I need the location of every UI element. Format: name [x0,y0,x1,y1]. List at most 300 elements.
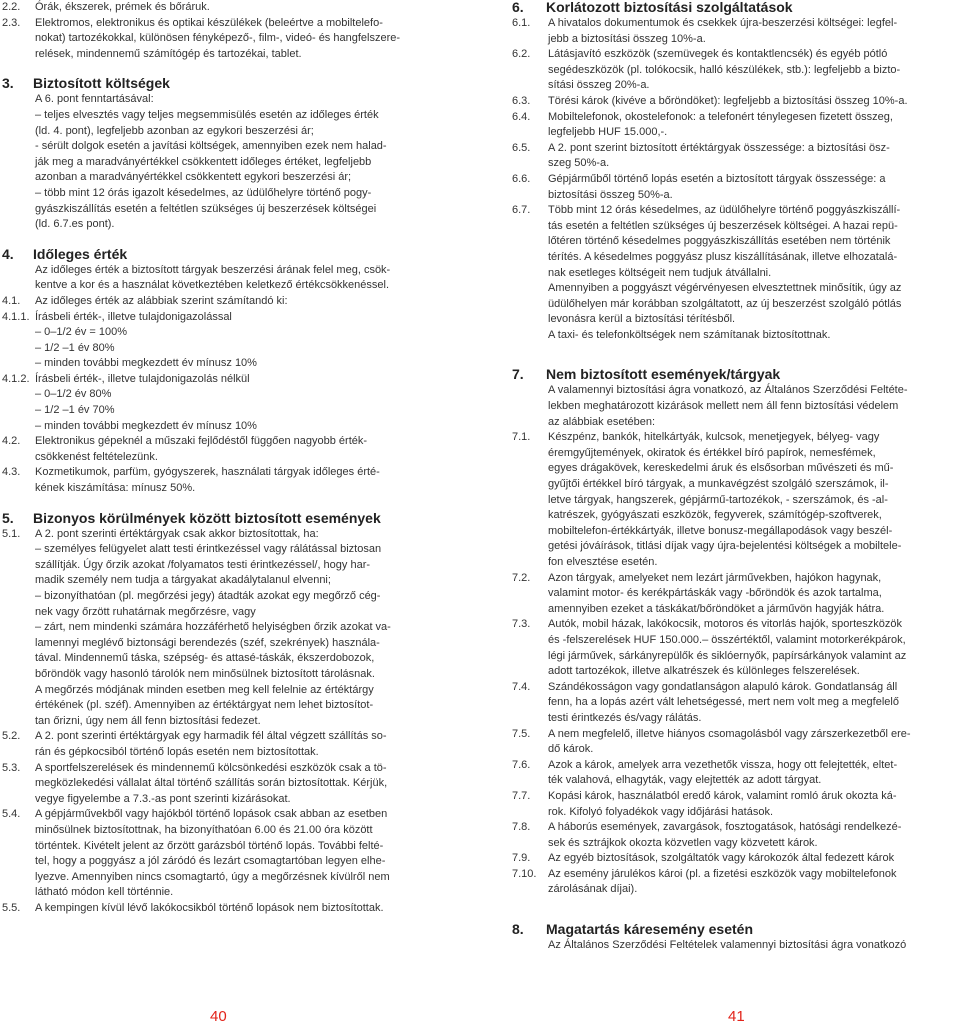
line-text: és -felszerelések HUF 150.000.– összértéktől, valamint motorkerékpárok, [548,633,906,646]
line-text: legfeljebb HUF 15.000,-. [548,126,668,139]
text-line [2,294,446,310]
text-line [512,938,958,954]
text-line [2,419,446,435]
section-title: Magatartás káresemény esetén [546,921,754,938]
section-5-items [2,527,446,917]
section-7-heading [512,365,958,383]
line-text: mobiltelefon-értékkártyák, illetve bonusz-megállapodások vagy beszél- [548,524,893,537]
item-number [2,403,35,419]
text-line [2,139,446,155]
item-number: 4.2. [2,435,21,448]
item-number [2,620,35,636]
line-text: A nem megfelelő, illetve hiányos csomagolásból vagy zárszerkezetből ere- [548,727,911,740]
item-number [512,493,548,509]
line-text: értékének (pl. széf). Amennyiben az értéktárgyat nem lehet biztosítot- [35,699,374,712]
line-text: nokat) tartozékokkal, különösen fényképező-, film-, videó- és hangfelszere- [35,32,401,45]
item-number [2,202,35,218]
text-line [512,219,958,235]
item-number [512,250,548,266]
text-line [512,234,958,250]
line-text: – 0–1/2 év = 100% [35,326,128,339]
line-text: A 6. pont fenntartásával: [35,93,154,106]
item-number: 6.4. [512,110,531,123]
item-number [512,234,548,250]
text-line [2,745,446,761]
item-number [2,714,35,730]
line-text: nak esetleges költségeit nem tudjuk átvállalni. [548,266,772,279]
text-line [512,78,958,94]
text-line [512,539,958,555]
item-number [512,78,548,94]
text-line [2,620,446,636]
section-number: 4. [2,245,14,262]
section-number: 8. [512,921,524,938]
item-number [512,125,548,141]
line-text: tával. Mindennemű táska, szépség- és attasé-táskák, ékszerdobozok, [35,652,375,665]
line-text: – bizonyíthatóan (pl. megőrzési jegy) átadták azokat egy megőrző cég- [35,590,381,602]
section-3-heading [2,74,446,92]
line-text: katrészek, gyógyászati eszközök, fegyverek, számítógép-szoftverek, [548,509,882,522]
text-line [512,851,958,867]
page-number-left: 40 [210,1008,227,1025]
line-text: Az esemény járulékos károi (pl. a fizetési eszközök vagy mobiltelefonok [548,867,897,880]
text-line [2,310,446,326]
text-line [512,297,958,313]
line-text: Törési károk (kivéve a bőröndöket): legfeljebb a biztosítási összeg 10%-a. [548,94,908,107]
section-title: Bizonyos körülmények között biztosított események [33,509,381,526]
line-text: látható módon kell történnie. [35,886,174,899]
text-line [512,399,958,415]
text-line [2,589,446,605]
text-line [2,651,446,667]
line-text: nek vagy őrzött ruhatárnak megőrzésre, vagy [35,605,256,618]
text-line [512,250,958,266]
item-number: 4.1.1. [2,310,30,323]
section-4-intro [2,263,446,294]
line-text: gyászkiszállítás esetén a feltétlen szükséges új beszerzések költségei [35,202,377,215]
line-text: légi járművek, sárkányrepülők és siklóernyők, papírsárkányok valamint az [548,649,907,662]
item-number [512,312,548,328]
line-text: sítási összeg 20%-a. [548,79,650,92]
section-number: 6. [512,0,524,15]
item-number: 7.5. [512,727,531,740]
item-number [2,481,35,497]
text-line [512,524,958,540]
text-line [2,155,446,171]
right-column [512,0,958,954]
item-number: 2.3. [2,16,21,29]
item-number [2,885,35,901]
item-number [2,776,35,792]
line-text: Mobiltelefonok, okostelefonok: a telefonért ténylegesen fizetett összeg, [548,110,893,123]
item-number [512,805,548,821]
item-number [2,419,35,435]
text-line [2,217,446,233]
text-line [512,125,958,141]
item-number [512,773,548,789]
item-number: 4.1.2. [2,372,30,385]
text-line [2,403,446,419]
line-text: Amennyiben a poggyászt végérvényesen elvesztettnek minősítik, úgy az [548,282,902,295]
line-text: getési jóváírások, titlási díjak vagy újra-bejelentési költségek a mobiltele- [548,540,902,553]
line-text: A 2. pont szerinti értéktárgyak egy harmadik fél által végzett szállítás so- [35,730,387,743]
line-text: gyűjtői értékkel bíró tárgyak, a munkavégzést szolgáló szerszámok, il- [548,478,889,491]
item-number [512,524,548,540]
line-text: - sérült dolgok esetén a javítási költségek, amennyiben ezek nem halad- [35,140,387,153]
text-line [2,683,446,699]
section-number: 3. [2,75,14,92]
text-line [512,617,958,633]
text-line [512,727,958,743]
text-line [2,698,446,714]
line-text: térítés. A késedelmes poggyász plusz kiszállításának, illetve elhozatalá- [548,250,898,263]
line-text: kentve a kor és a használat következtében keletkező értékcsökkenéssel. [35,279,390,292]
item-number: 6.5. [512,141,531,154]
item-number [512,602,548,618]
item-number: 7.2. [512,571,531,584]
text-line [512,415,958,431]
item-number [512,297,548,313]
line-text: ték valahová, elhagyták, vagy elejtették az adott tárgyat. [548,774,822,787]
item-number [512,156,548,172]
text-line [2,792,446,808]
line-text: A taxi- és telefonköltségek nem számítanak biztosítottnak. [548,328,831,341]
section-5-heading [2,509,446,527]
text-line [512,773,958,789]
text-line [2,714,446,730]
item-number [2,667,35,683]
line-text: fenn, ha a lopás azért vált lehetségessé, mert nem volt meg a megfelelő [548,696,899,709]
line-text: lőtéren történő késedelmes poggyászkiszállítás esetében nem történik [548,235,891,248]
text-line [512,312,958,328]
text-line [512,664,958,680]
page-number-right: 41 [728,1008,745,1025]
text-line [512,680,958,696]
line-text: A 2. pont szerinti értéktárgyak csak akkor biztosítottak, ha: [35,527,319,540]
text-line [512,156,958,172]
section-title: Korlátozott biztosítási szolgáltatások [546,0,793,15]
text-line [512,32,958,48]
item-number: 6.7. [512,204,531,217]
line-text: ják meg a maradványértékkel csökkentett időleges értéket, legfeljebb [35,155,372,168]
item-number [2,92,35,108]
text-line [512,508,958,524]
item-number [512,188,548,204]
section-4-heading [2,245,446,263]
item-number [512,539,548,555]
item-number: 7.7. [512,789,531,802]
text-line [2,47,446,63]
item-number [2,605,35,621]
text-line [512,882,958,898]
line-text: üdülőhelyen már korábban szolgáltatott, az új beszerzést szolgáló pótlás [548,297,902,310]
text-line [2,0,446,16]
text-line [512,493,958,509]
line-text: szállítják. Úgy őrzik azokat /folyamatos testi érintkezéssel/, hogy har- [35,558,371,571]
item-number [512,695,548,711]
item-number [2,108,35,124]
text-line [2,16,446,32]
text-line [512,266,958,282]
item-number [512,266,548,282]
item-number [2,698,35,714]
line-text: (ld. 4. pont), legfeljebb azonban az egykori beszerzési ár; [35,124,314,137]
line-text: madik személy nem tudja a tárgyakat akadálytalanul elvenni; [35,574,331,587]
section-title: Időleges érték [33,245,128,262]
item-number: 5.4. [2,808,21,821]
text-line [2,885,446,901]
line-text: vegye figyelembe a 7.3.-as pont szerinti kizárásokat. [35,792,291,805]
line-text: (ld. 6.7.es pont). [35,218,115,231]
item-number [2,47,35,63]
text-line [2,854,446,870]
text-line [512,188,958,204]
line-text: lamennyi meglévő biztonsági berendezés (széf, szekrények) használa- [35,636,380,649]
item-number: 7.9. [512,852,531,865]
line-text: Az egyéb biztosítások, szolgáltatók vagy károkozók által fedezett károk [548,852,895,865]
item-number: 7.4. [512,680,531,693]
item-number: 7.10. [512,867,537,880]
line-text: Elektromos, elektronikus és optikai készülékek (beleértve a mobiltelefo- [35,16,383,29]
line-text: A kempingen kívül lévő lakókocsikból történő lopások nem biztosítottak. [35,901,384,914]
text-line [2,839,446,855]
line-text: tel, hogy a poggyász a jól záródó és lezárt csomagtartóban legyen elhe- [35,855,386,868]
item-number [512,508,548,524]
line-text: Gépjárműből történő lopás esetén a biztosított tárgyak összessége: a [548,172,886,185]
section-7-intro [512,383,958,430]
item-number [2,325,35,341]
text-line [512,446,958,462]
text-line [512,16,958,32]
item-number [512,219,548,235]
line-text: Több mint 12 órás késedelmes, az üdülőhelyre történő poggyászkiszállí- [548,204,901,217]
line-text: Az időleges érték az alábbiak szerint számítandó ki: [35,294,288,307]
section-6-items [512,16,958,343]
item-number: 5.2. [2,730,21,743]
text-line [2,667,446,683]
item-number [512,461,548,477]
item-number [2,450,35,466]
line-text: lekben meghatározott kizárások mellett nem áll fenn biztosítási védelem [548,400,899,413]
item-number: 6.6. [512,172,531,185]
text-line [2,108,446,124]
text-line [512,328,958,344]
text-line [2,465,446,481]
item-number: 6.1. [512,17,531,29]
line-text: Kozmetikumok, parfüm, gyógyszerek, használati tárgyak időleges érté- [35,466,380,479]
line-text: történtek. Kivételt jelent az őrzött garázsból történő lopás. További felté- [35,839,384,852]
item-number [2,823,35,839]
item-number [512,633,548,649]
line-text: segédeszközök (pl. tolókocsik, halló készülékek, stb.): legfeljebb a bizto- [548,63,901,76]
item-number [2,217,35,233]
text-line [2,387,446,403]
item-number [512,649,548,665]
text-line [512,820,958,836]
line-text: szeg 50%-a. [548,157,610,170]
line-text: éremgyűjtemények, okiratok és értékkel bíró papírok, nemesfémek, [548,446,876,459]
item-number: 7.6. [512,758,531,771]
line-text: zárolásának díjai). [548,883,638,896]
line-text: – több mint 12 órás igazolt késedelmes, az üdülőhelyre történő pogy- [35,186,372,199]
item-number [2,683,35,699]
text-line [512,47,958,63]
text-line [2,356,446,372]
item-number [2,186,35,202]
text-line [2,636,446,652]
item-number [2,139,35,155]
text-line [2,170,446,186]
item-number: 5.1. [2,527,21,540]
text-line [2,202,446,218]
item-number [2,263,35,279]
list-top [2,0,446,62]
text-line [512,555,958,571]
text-line [512,789,958,805]
line-text: Készpénz, bankók, hitelkártyák, kulcsok, menetjegyek, bélyeg- vagy [548,431,880,444]
line-text: megközlekedési vállalat által történő szállítás során biztosítottak. Kérjük, [35,777,388,790]
line-text: biztosítási összeg 50%-a. [548,188,673,201]
text-line [2,434,446,450]
text-line [512,110,958,126]
item-number [2,387,35,403]
line-text: Autók, mobil házak, lakókocsik, motoros és vitorlás hajók, sporteszközök [548,618,902,631]
line-text: letve tárgyak, hangszerek, gépjármű-tartozékok, - szerszámok, és -al- [548,493,888,506]
line-text: az alábbiak esetében: [548,415,656,428]
section-6-heading [512,0,958,16]
text-line [512,203,958,219]
text-line [2,372,446,388]
text-line [512,758,958,774]
line-text: sek és sztrájkok okozta közvetlen vagy közvetett károk. [548,836,818,849]
section-number: 5. [2,509,14,526]
line-text: – minden további megkezdett év mínusz 10% [35,419,257,432]
section-8-heading [512,920,958,938]
text-line [512,711,958,727]
text-line [2,542,446,558]
line-text: A megőrzés módjának minden esetben meg kell felelnie az értéktárgy [35,683,374,696]
item-number [512,586,548,602]
line-text: dő károk. [548,743,594,756]
line-text: A valamennyi biztosítási ágra vonatkozó, az Általános Szerződési Feltéte- [548,384,908,397]
section-number: 7. [512,366,524,383]
item-number [2,870,35,886]
line-text: testi érintkezés és/vagy rálátás. [548,711,702,724]
text-line [2,761,446,777]
item-number: 5.3. [2,761,21,774]
line-text: csökkenést feltételezünk. [35,450,158,463]
text-line [2,124,446,140]
item-number [2,651,35,667]
item-number: 4.1. [2,294,21,307]
line-text: lyezve. Amennyiben nincs csomagtartó, úgy a megőrzésnek kívülről nem [35,870,390,883]
item-number [2,745,35,761]
line-text: tás esetén a feltétlen szükséges új beszerzések költségei. A hazai repü- [548,219,898,232]
item-number: 5.5. [2,901,21,914]
line-text: A hivatalos dokumentumok és csekkek újra-beszerzési költségei: legfel- [548,17,898,29]
line-text: Azon tárgyak, amelyeket nem lezárt járművekben, hajókon hagynak, [548,571,882,584]
line-text: tan őrizni, úgy nem áll fenn biztosítási fedezet. [35,714,261,727]
item-number [512,711,548,727]
text-line [2,776,446,792]
text-line [2,31,446,47]
item-number [2,278,35,294]
text-line [2,186,446,202]
line-text: adott tartozékok, illetve alkatrészek és különleges felszerelések. [548,665,860,678]
line-text: Azok a károk, amelyek arra vezethetők vissza, hogy ott felejtették, eltet- [548,758,898,771]
item-number [512,328,548,344]
text-line [512,383,958,399]
item-number [512,63,548,79]
line-text: amennyiben ezeket a táskákat/bőröndöket a járművön hagyják hátra. [548,602,885,615]
section-title: Biztosított költségek [33,75,170,92]
text-line [2,92,446,108]
line-text: azonban a maradványértékkel csökkentett egykori beszerzési ár; [35,171,352,184]
item-number [2,854,35,870]
item-number [512,446,548,462]
text-line [512,141,958,157]
item-number [2,542,35,558]
text-line [2,605,446,621]
line-text: egyes drágakövek, kereskedelmi áruk és elsősorban művészeti és mű- [548,462,894,475]
item-number [512,742,548,758]
text-line [2,450,446,466]
item-number: 7.1. [512,431,531,444]
text-line [2,870,446,886]
item-number [2,636,35,652]
text-line [2,278,446,294]
text-line [512,633,958,649]
text-line [2,527,446,543]
text-line [512,281,958,297]
line-text: Írásbeli érték-, illetve tulajdonigazolással [35,310,232,323]
item-number [2,31,35,47]
section-8-body [512,938,958,954]
line-text: bőröndök vagy hasonló tárolók nem minősülnek biztosított tárolásnak. [35,667,375,680]
item-number [2,792,35,808]
line-text: levonásra kerül a biztosítási térítésből. [548,313,736,326]
line-text: Kopási károk, használatból eredő károk, valamint romló áruk okozta ká- [548,789,897,802]
text-line [2,823,446,839]
line-text: Látásjavító eszközök (szemüvegek és kontaktlencsék) és egyéb pótló [548,48,888,61]
text-line [512,602,958,618]
item-number: 4.3. [2,466,21,479]
item-number [512,399,548,415]
line-text: valamint motor- és kerékpártáskák vagy -bőröndök és azok tartalma, [548,587,882,600]
section-3-body [2,92,446,232]
text-line [512,867,958,883]
line-text: – zárt, nem mindenki számára hozzáférhető helyiségben őrzik azokat va- [35,621,391,634]
item-number [2,558,35,574]
item-number [2,839,35,855]
text-line [512,695,958,711]
item-number [512,383,548,399]
text-line [512,94,958,110]
item-number: 2.2. [2,1,21,13]
text-line [512,586,958,602]
line-text: rok. Kifolyó folyadékok vagy időjárási hatások. [548,805,774,818]
text-line [512,571,958,587]
item-number [2,155,35,171]
item-number [2,589,35,605]
line-text: – személyes felügyelet alatt testi érintkezéssel vagy rálátással biztosan [35,543,382,556]
line-text: Órák, ékszerek, prémek és bőráruk. [35,1,210,13]
item-number [2,573,35,589]
item-number [512,882,548,898]
line-text: Elektronikus gépeknél a műszaki fejlődéstől függően nagyobb érték- [35,435,368,448]
item-number [2,356,35,372]
text-line [2,901,446,917]
